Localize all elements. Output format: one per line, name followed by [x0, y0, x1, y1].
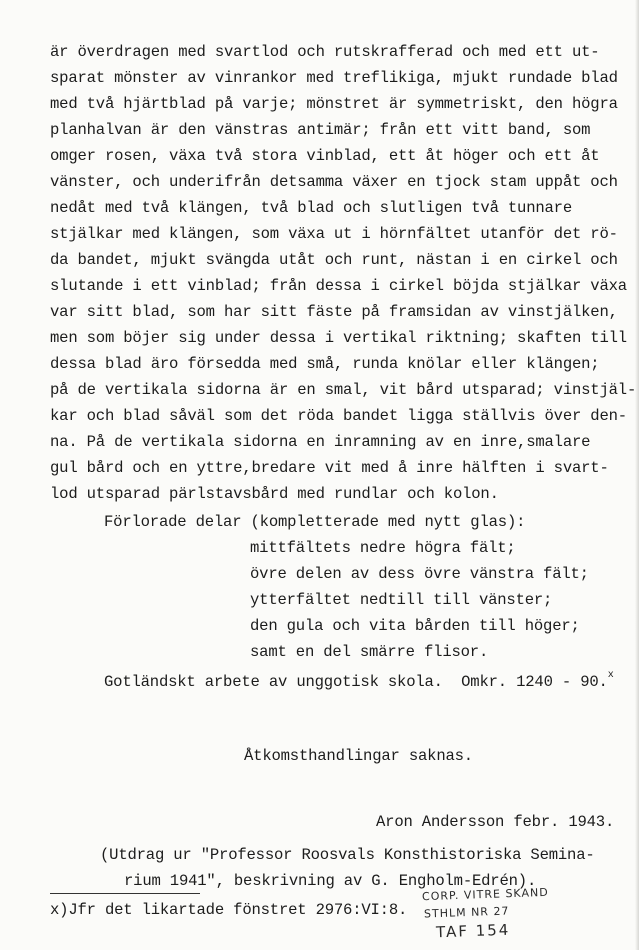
body-line-13: dessa blad äro försedda med små, runda knölar eller klängen;	[50, 355, 600, 373]
page-edge-shadow	[635, 0, 639, 950]
body-line-8: stjälkar med klängen, som växa ut i hörnfältet utanför det rö-	[50, 225, 618, 243]
dating-text: Gotländskt arbete av unggotisk skola. Omkr. 1240 - 90.	[104, 673, 608, 691]
body-line-10: slutande i ett vinblad; från dessa i cirkel böjda stjälkar växa	[50, 277, 627, 295]
lost-parts-item-2: övre delen av dess övre vänstra fält;	[250, 565, 589, 583]
lost-parts-heading: Förlorade delar (kompletterade med nytt glas):	[104, 513, 526, 531]
lost-parts-item-4: den gula och vita bården till höger;	[250, 617, 580, 635]
body-line-14: på de vertikala sidorna är en smal, vit bård utsparad; vinstjäl-	[50, 381, 637, 399]
body-line-18: lod utsparad pärlstavsbård med rundlar och kolon.	[50, 485, 499, 503]
lost-parts-item-1: mittfältets nedre högra fält;	[250, 539, 516, 557]
footnote-rule	[50, 893, 200, 894]
excerpt-line-2: rium 1941", beskrivning av G. Engholm-Edrén).	[124, 872, 537, 890]
body-line-15: kar och blad såväl som det röda bandet ligga ställvis över den-	[50, 407, 627, 425]
excerpt-line-1: (Utdrag ur "Professor Roosvals Konsthistoriska Semina-	[100, 846, 595, 864]
body-line-3: med två hjärtblad på varje; mönstret är symmetriskt, den högra	[50, 95, 618, 113]
handwritten-note-line-1: CORP. VITRE SKAND	[421, 885, 549, 904]
body-line-7: nedåt med två klängen, två blad och slutligen två tunnare	[50, 199, 572, 217]
handwritten-note-line-2: STHLM NR 27	[423, 904, 510, 921]
body-line-9: da bandet, mjukt svängda utåt och runt, nästan i en cirkel och	[50, 251, 618, 269]
body-line-4: planhalvan är den vänstras antimär; från ett vitt band, som	[50, 121, 591, 139]
body-line-12: men som böjer sig under dessa i vertikal riktning; skaften till	[50, 329, 627, 347]
dating-line	[104, 672, 614, 692]
body-line-11: var sitt blad, som har sitt fäste på framsidan av vinstjälken,	[50, 303, 618, 321]
body-line-5: omger rosen, växa två stora vinblad, ett åt höger och ett åt	[50, 147, 600, 165]
body-line-1: är överdragen med svartlod och rutskrafferad och med ett ut-	[50, 43, 600, 61]
body-line-16: na. På de vertikala sidorna en inramning av en inre,smalare	[50, 433, 591, 451]
signature-line: Aron Andersson febr. 1943.	[376, 813, 615, 831]
lost-parts-item-5: samt en del smärre flisor.	[250, 643, 489, 661]
acquisition-note: Åtkomsthandlingar saknas.	[244, 747, 473, 765]
body-line-6: vänster, och underifrån detsamma växer en tjock stam uppåt och	[50, 173, 618, 191]
lost-parts-item-3: ytterfältet nedtill till vänster;	[250, 591, 553, 609]
body-line-17: gul bård och en yttre,bredare vit med å inre hälften i svart-	[50, 459, 609, 477]
handwritten-note-line-3: TAF 154	[435, 920, 511, 942]
footnote-text: x)Jfr det likartade fönstret 2976:VI:8.	[50, 901, 408, 919]
footnote-mark: x	[607, 670, 614, 681]
body-line-2: sparat mönster av vinrankor med treflikiga, mjukt rundade blad	[50, 69, 618, 87]
